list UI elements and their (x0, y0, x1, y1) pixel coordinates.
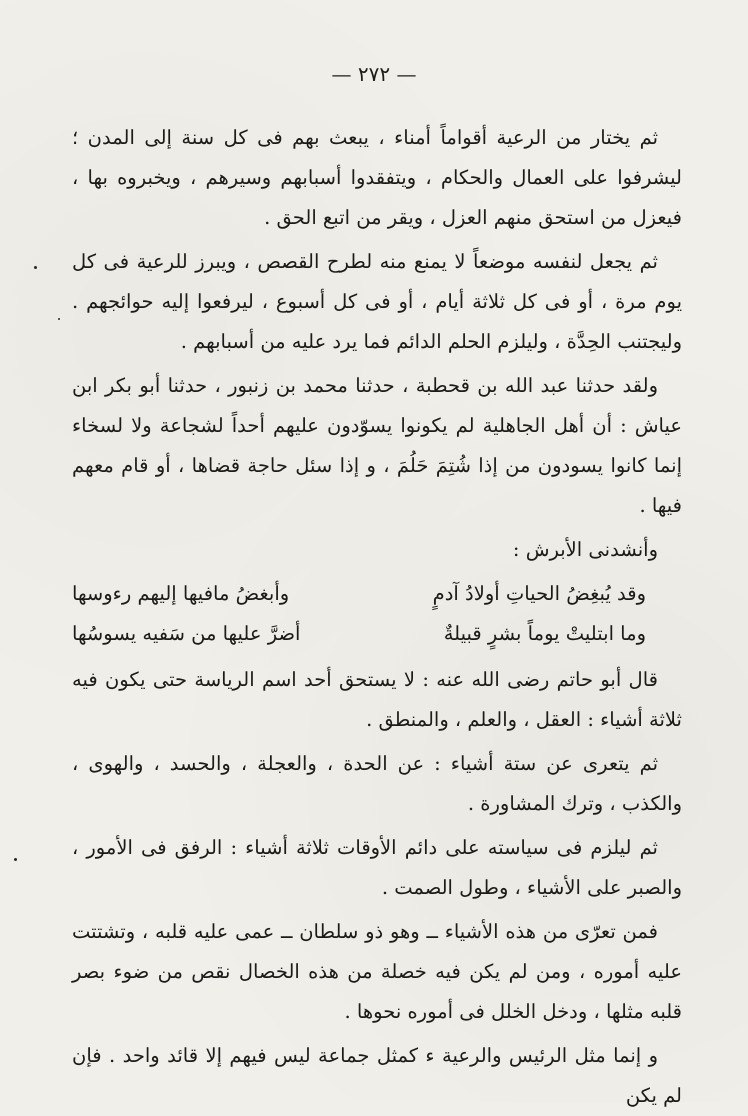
paragraph: ولقد حدثنا عبد الله بن قحطبة ، حدثنا محمد بن زنبور ، حدثنا أبو بكر ابن عياش : أن أهل الجاهلية لم يكونوا يسوّدون عليهم أحداً لشجاعة ولا لسخاء إنما كانوا يسودون من إذا شُتِمَ حَلُمَ ، و إذا سئل حاجة قضاها ، أو قام معهم فيها . (72, 374, 682, 517)
paragraph: وأنشدنى الأبرش : (512, 538, 658, 561)
poem (72, 574, 682, 654)
body-text (72, 118, 682, 1116)
paragraph: و إنما مثل الرئيس والرعية ء كمثل جماعة ليس فيهم إلا قائد واحد . فإن لم يكن (72, 1044, 682, 1107)
paragraph: ثم يختار من الرعية أقواماً أمناء ، يبعث بهم فى كل سنة إلى المدن ؛ ليشرفوا على العمال والحكام ، ويتفقدوا أسبابهم وسيرهم ، ويخبروه بها ، فيعزل من استحق منهم العزل ، ويقر من اتبع الحق . (72, 126, 682, 229)
page-number: — ٢٧٢ — (331, 62, 417, 86)
paragraph: قال أبو حاتم رضى الله عنه : لا يستحق أحد اسم الرياسة حتى يكون فيه ثلاثة أشياء : العقل ، والعلم ، والمنطق . (72, 668, 682, 731)
paragraph: ثم يتعرى عن ستة أشياء : عن الحدة ، والعجلة ، والحسد ، والهوى ، والكذب ، وترك المشاورة . (72, 752, 682, 815)
poem-hemistich: وقد يُبغِضُ الحياتِ أولادُ آدمٍ (432, 582, 646, 605)
poem-verse (72, 574, 682, 614)
ink-speck (34, 266, 37, 269)
paragraph: فمن تعرّى من هذه الأشياء ــ وهو ذو سلطان ــ عمى عليه قلبه ، وتشتتت عليه أموره ، ومن لم يكن فيه خصلة من هذه الخصال نقص من ضوء بصر قلبه مثلها ، ودخل الخلل فى أموره نحوها . (72, 920, 682, 1023)
ink-speck (14, 858, 17, 861)
poem-hemistich: وما ابتليتْ يوماً بشرٍ قبيلةٌ (443, 622, 646, 645)
ink-speck (58, 318, 60, 320)
paragraph: ثم ليلزم فى سياسته على دائم الأوقات ثلاثة أشياء : الرفق فى الأمور ، والصبر على الأشياء ، وطول الصمت . (72, 836, 682, 899)
poem-hemistich: أضرَّ عليها من سَفيه يسوسُها (72, 622, 301, 645)
poem-hemistich: وأبغضُ مافيها إليهم رءوسها (72, 582, 290, 605)
poem-verse (72, 614, 682, 654)
paragraph: ثم يجعل لنفسه موضعاً لا يمنع منه لطرح القصص ، ويبرز للرعية فى كل يوم مرة ، أو فى كل ثلاثة أيام ، أو فى كل أسبوع ، ليرفعوا إليه حوائجهم . وليجتنب الحِدَّة ، وليلزم الحلم الدائم فما يرد عليه من أسبابهم . (72, 250, 682, 353)
